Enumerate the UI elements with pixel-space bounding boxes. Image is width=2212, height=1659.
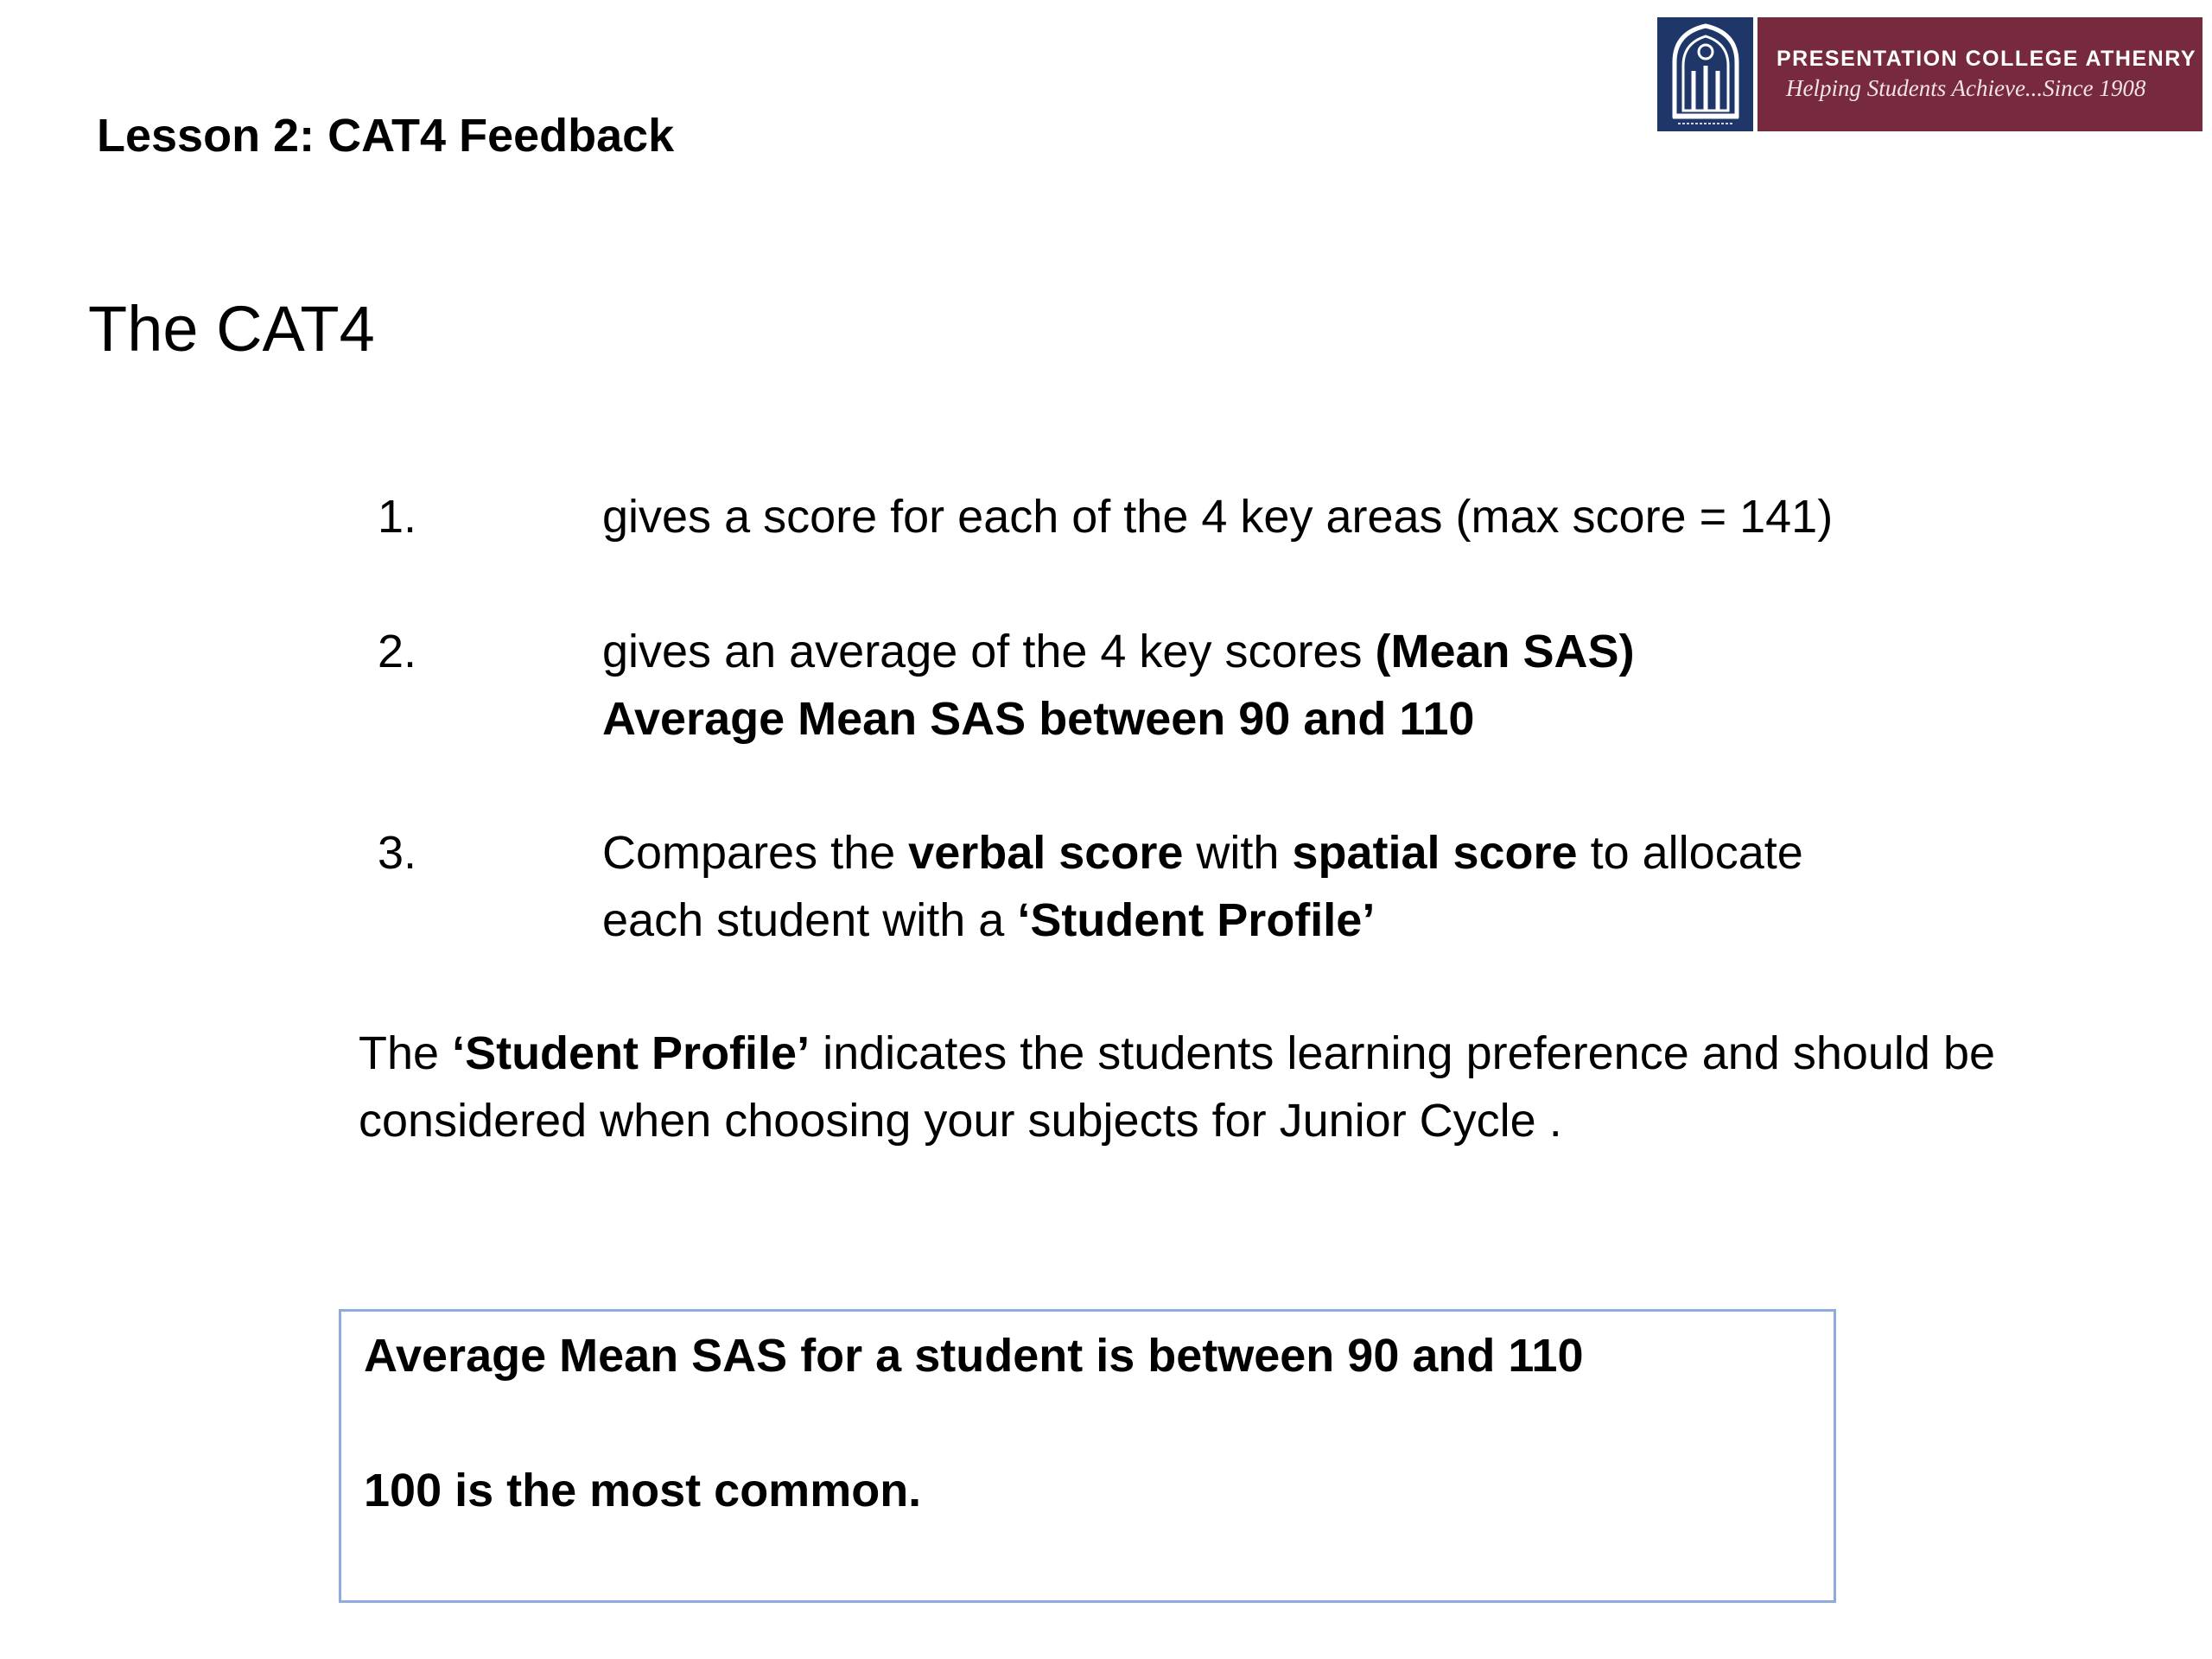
student-profile-paragraph [359,1020,2190,1154]
list-item-2 [0,618,2212,756]
paragraph-bold: ‘Student Profile’ [452,1027,810,1079]
school-logo [1657,17,2202,131]
item-line-2 [602,685,1635,753]
school-name: PRESENTATION COLLEGE ATHENRY [1777,47,2196,71]
paragraph-text: The [359,1027,453,1079]
item-text-normal: with [1183,827,1293,879]
item-text-bold: Average Mean SAS between 90 and 110 [602,693,1475,745]
item-text-bold: ‘Student Profile’ [1017,894,1376,946]
lesson-title: Lesson 2: CAT4 Feedback [97,110,675,162]
info-box [339,1309,1836,1603]
item-text-normal: each student with a [602,894,1018,946]
item-text [602,819,1803,954]
school-tagline: Helping Students Achieve...Since 1908 [1786,75,2146,101]
item-text-bold: spatial score [1292,827,1578,879]
item-text: gives a score for each of the 4 key areas (max score = 141) [602,491,1834,543]
gothic-window-crest-icon [1657,17,1753,131]
main-heading: The CAT4 [88,293,375,365]
item-text [602,618,1635,753]
item-number: 1. [378,491,417,543]
item-number: 3. [378,827,417,879]
item-text-normal: Compares the [602,827,909,879]
list-item-3 [0,819,2212,957]
paragraph-text: indicates the students learning preference and should be considered when choosing your subjects for Junior Cycle . [359,1027,1996,1147]
info-line-2: 100 is the most common. [364,1465,922,1516]
item-number: 2. [378,626,417,677]
info-line-1: Average Mean SAS for a student is between 90 and 110 [364,1330,1584,1382]
logo-band [1758,17,2202,131]
item-line-2 [602,887,1803,954]
item-text-normal: gives an average of the 4 key scores [602,626,1376,677]
item-text-bold: verbal score [908,827,1184,879]
item-text-normal: to allocate [1577,827,1803,879]
item-text-bold: (Mean SAS) [1375,626,1635,677]
item-line-1 [602,618,1635,685]
item-line-1 [602,819,1803,887]
